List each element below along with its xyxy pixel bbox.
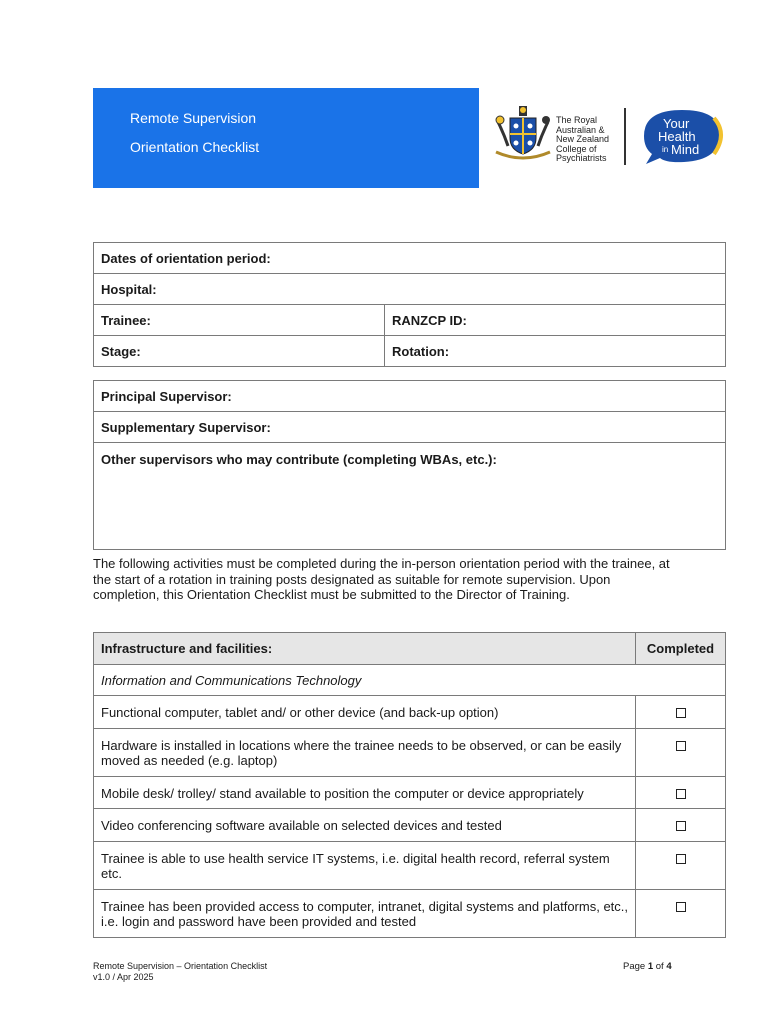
svg-text:Mind: Mind [671, 142, 700, 157]
trainee-field[interactable]: Trainee: [94, 305, 385, 336]
completed-checkbox[interactable] [676, 854, 686, 864]
checklist-row [94, 889, 726, 937]
section-title: Infrastructure and facilities: [94, 633, 636, 665]
svg-text:in: in [662, 145, 669, 154]
trainee-details-table [93, 242, 726, 367]
other-supervisors-field[interactable]: Other supervisors who may contribute (completing WBAs, etc.): [94, 443, 726, 550]
supervisors-table [93, 380, 726, 550]
checklist-row [94, 776, 726, 809]
checklist-item: Trainee has been provided access to computer, intranet, digital systems and platforms, etc., i.e. login and password have been provided and tested [94, 889, 636, 937]
dates-field[interactable]: Dates of orientation period: [94, 243, 726, 274]
college-name: The Royal Australian & New Zealand College of Psychiatrists [556, 115, 610, 164]
checklist-row [94, 841, 726, 889]
footer-doc-info [93, 961, 267, 983]
ranzcp-id-field[interactable]: RANZCP ID: [385, 305, 726, 336]
svg-text:Health: Health [658, 129, 696, 144]
checklist-row [94, 728, 726, 776]
checklist-item: Trainee is able to use health service IT systems, i.e. digital health record, referral system etc. [94, 841, 636, 889]
completed-checkbox[interactable] [676, 708, 686, 718]
title-line-1: Remote Supervision [130, 110, 257, 126]
completed-checkbox[interactable] [676, 821, 686, 831]
checklist-item: Hardware is installed in locations where the trainee needs to be observed, or can be easily moved as needed (e.g. laptop) [94, 728, 636, 776]
hospital-field[interactable]: Hospital: [94, 274, 726, 305]
svg-text:Your: Your [663, 116, 690, 131]
completed-checkbox[interactable] [676, 902, 686, 912]
title-line-2: Orientation Checklist [130, 139, 260, 155]
logo-divider [624, 108, 626, 165]
principal-supervisor-field[interactable]: Principal Supervisor: [94, 381, 726, 412]
completed-header: Completed [636, 633, 726, 665]
footer-version: v1.0 / Apr 2025 [93, 972, 154, 982]
checklist-row [94, 809, 726, 842]
checklist-table [93, 632, 726, 938]
title-banner [93, 88, 479, 188]
stage-field[interactable]: Stage: [94, 336, 385, 367]
checklist-row [94, 696, 726, 729]
your-health-in-mind-logo-icon [636, 106, 728, 166]
supplementary-supervisor-field[interactable]: Supplementary Supervisor: [94, 412, 726, 443]
completed-checkbox[interactable] [676, 789, 686, 799]
page-number: Page 1 of 4 [623, 961, 672, 972]
checklist-item: Video conferencing software available on selected devices and tested [94, 809, 636, 842]
college-crest-icon [494, 104, 552, 166]
intro-paragraph: The following activities must be completed during the in-person orientation period with the trainee, at the start of a rotation in training posts designated as suitable for remote supervision. Upon completion, this Orientation Checklist must be submitted to the Director of Training. [93, 556, 670, 602]
rotation-field[interactable]: Rotation: [385, 336, 726, 367]
checklist-item: Mobile desk/ trolley/ stand available to position the computer or device appropriately [94, 776, 636, 809]
footer-doc-title: Remote Supervision – Orientation Checklist [93, 961, 268, 971]
category-heading: Information and Communications Technology [94, 665, 726, 696]
checklist-item: Functional computer, tablet and/ or other device (and back-up option) [94, 696, 636, 729]
completed-checkbox[interactable] [676, 741, 686, 751]
